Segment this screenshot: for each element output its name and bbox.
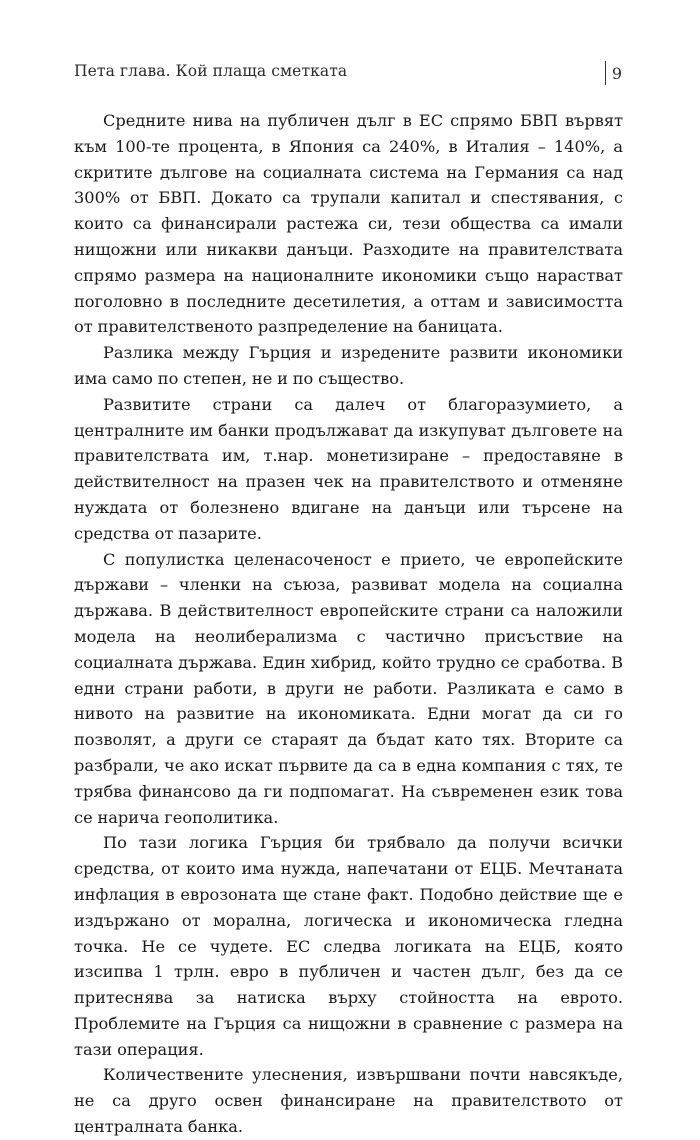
paragraph: Разлика между Гърция и изредените развити икономики има само по степен, не и по същество. [74,343,623,388]
paragraph: По тази логика Гърция би трябвало да получи всички средства, от които има нужда, напечатани от ЕЦБ. Мечтаната инфлация в еврозоната ще стане факт. Подобно действие ще е издържано от морална, логическа и икономическа гледна точка. Не се чудете. ЕС следва логиката на ЕЦБ, която изсипва 1 трлн. евро в публичен и частен дълг, без да се притеснява за натиска върху стойността на еврото. Проблемите на Гърция са нищожни в сравнение с размера на тази операция. [74,833,623,1059]
running-header [74,60,622,86]
paragraph: Количествените улеснения, извършвани почти навсякъде, не са друго освен финансиране на правителството от централната банка. [74,1065,623,1137]
body-text [74,108,623,1140]
paragraph: С популистка целенасоченост е прието, че европейските държави – членки на съюза, развиват модела на социална държава. В действителност европейските страни са наложили модела на неолиберализма с частично присъствие на социалната държава. Един хибрид, който трудно се сработва. В едни страни работи, в други не работи. Разликата е само в нивото на развитие на икономиката. Едни могат да си го позволят, а други се стараят да бъдат като тях. Вторите са разбрали, че ако искат първите да са в една компания с тях, те трябва финансово да ги подпомагат. На съвременен език това се нарича геополитика. [74,549,623,827]
page-number-divider [605,61,606,85]
paragraph: Развитите страни са далеч от благоразумието, а централните им банки продължават да изкупуват дълговете на правителствата им, т.нар. монетизиране – предоставяне в действителност на празен чек на правителството и отменяне нуждата от болезнено вдигане на данъци или търсене на средства от пазарите. [74,394,623,543]
page-number: 9 [611,63,622,83]
page-number-block [605,60,622,86]
chapter-running-title: Пета глава. Кой плаща сметката [74,62,348,80]
paragraph: Средните нива на публичен дълг в ЕС спрямо БВП вървят към 100-те процента, в Япония са 240%, в Италия – 140%, а скритите дългове на социалната система на Германия са над 300% от БВП. Докато са трупали капитал и спестявания, с които са финансирали растежа си, тези общества са имали нищожни или никакви данъци. Разходите на правителствата спрямо размера на националните икономики също нарастват поголовно в последните десетилетия, а оттам и зависимостта от правителственото разпределение на баницата. [74,111,623,337]
